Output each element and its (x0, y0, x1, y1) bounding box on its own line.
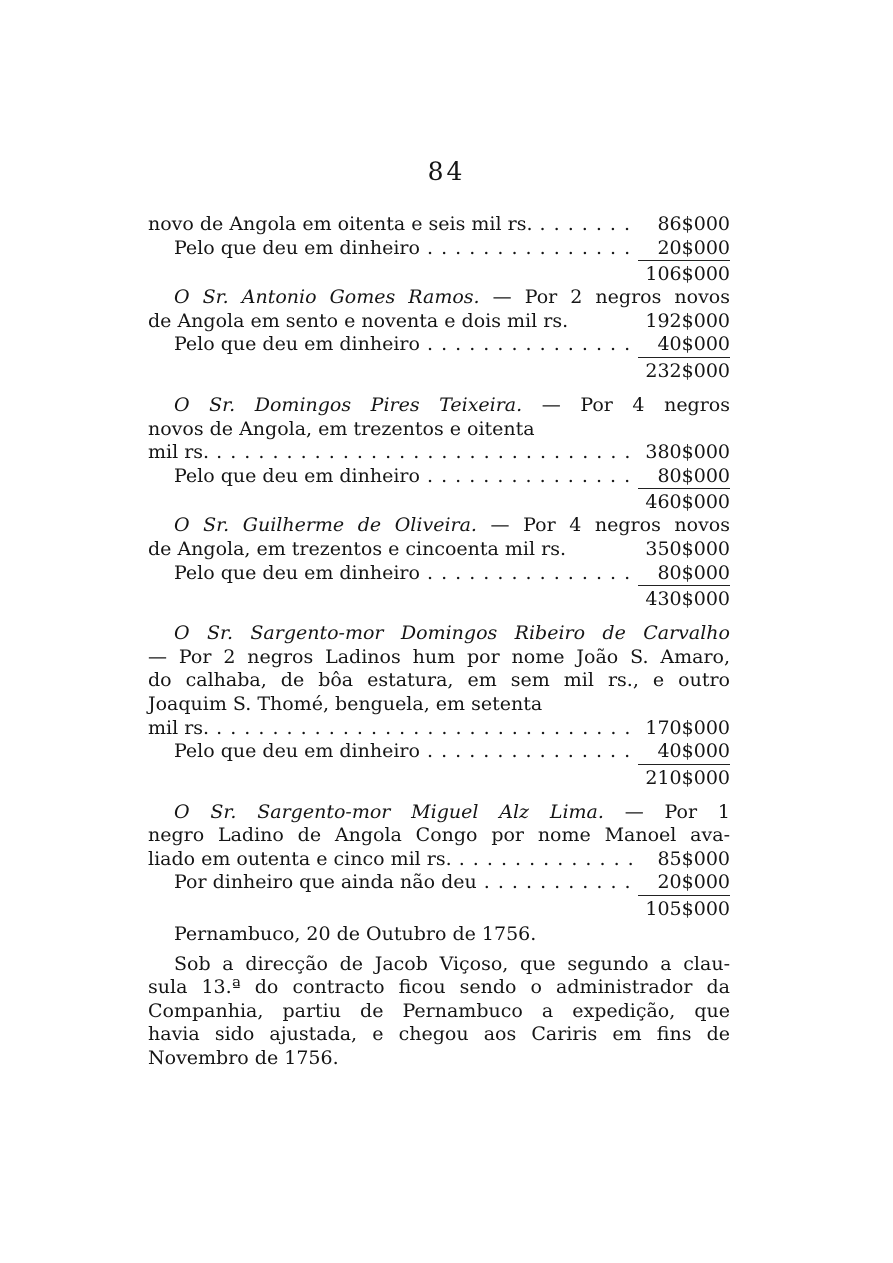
entry-amount: 170$000 (645, 716, 730, 739)
payment-amount: 40$000 (657, 333, 730, 356)
entry-line: de Angola em sento e noventa e dois mil rs. (148, 309, 569, 332)
entry-amount: 380$000 (645, 441, 730, 464)
entry-line: liado em outenta e cinco mil rs. . . . (148, 848, 634, 872)
payment-label: Pelo que deu em dinheiro . . . (148, 740, 634, 764)
entry-line: — Por 4 negros (541, 393, 730, 416)
entry-line: Joaquim S. Thomé, benguela, em setenta (148, 692, 543, 715)
entry-line: novo de Angola em oitenta e seis mil rs. . . . (148, 213, 634, 237)
payment-amount: 80$000 (657, 464, 730, 487)
entry-total: 232$000 (638, 357, 730, 383)
entry-name: O Sr. Guilherme de Oliveira. (174, 514, 477, 537)
ledger-entry (148, 286, 730, 383)
entry-line: — Por 1 (624, 800, 730, 823)
paragraph-line: Sob a direcção de Jacob Viçoso, que segundo a clau- (174, 952, 730, 975)
entry-heading-line (148, 394, 730, 418)
payment-label: Pelo que deu em dinheiro . . . (148, 333, 634, 357)
closing-paragraph (148, 953, 730, 1071)
entry-line: — Por 2 negros novos (492, 286, 730, 309)
entry-amount: 85$000 (657, 847, 730, 870)
entry-line: mil rs. . . . (148, 717, 634, 741)
payment-label: Pelo que deu em dinheiro . . . (148, 465, 634, 489)
ledger-entry (148, 213, 730, 286)
entry-name: O Sr. Sargento-mor Miguel Alz Lima. (174, 800, 604, 823)
payment-label: Por dinheiro que ainda não deu . . . (148, 871, 634, 895)
ledger-entry (148, 514, 730, 611)
page-number: 84 (427, 157, 466, 186)
entry-line: — Por 2 negros Ladinos hum por nome João S. Amaro, (148, 645, 730, 668)
date-line: Pernambuco, 20 de Outubro de 1756. (174, 923, 537, 946)
payment-label: Pelo que deu em dinheiro . . . (148, 562, 634, 586)
entry-heading-line (148, 514, 730, 538)
entry-name: O Sr. Domingos Pires Teixeira. (174, 393, 523, 416)
entry-amount: 86$000 (657, 213, 730, 235)
paragraph-line: sula 13.ª do contracto ficou sendo o administrador da (148, 976, 730, 999)
entry-amount: 350$000 (645, 537, 730, 560)
entry-total: 105$000 (638, 895, 730, 921)
entry-heading-line (148, 286, 730, 310)
entry-amount: 192$000 (645, 309, 730, 332)
entry-name: O Sr. Antonio Gomes Ramos. (174, 286, 480, 309)
entry-heading-line (148, 801, 730, 825)
entry-heading-line (148, 622, 730, 646)
entry-line: negro Ladino de Angola Congo por nome Manoel ava- (148, 824, 730, 847)
ledger-entry (148, 394, 730, 514)
page-body (148, 213, 730, 1071)
entry-total: 106$000 (638, 260, 730, 286)
entry-line: mil rs. . . . (148, 441, 634, 465)
entry-total: 210$000 (638, 764, 730, 790)
paragraph-line: havia sido ajustada, e chegou aos Cariris em fins de (148, 1023, 730, 1046)
entry-line: — Por 4 negros novos (490, 514, 730, 537)
payment-amount: 20$000 (657, 236, 730, 259)
payment-label: Pelo que deu em dinheiro . . . (148, 237, 634, 261)
entry-total: 430$000 (638, 585, 730, 611)
entry-total: 460$000 (638, 488, 730, 514)
payment-amount: 20$000 (657, 871, 730, 894)
payment-amount: 40$000 (657, 740, 730, 763)
paragraph-line: Companhia, partiu de Pernambuco a expedição, que (148, 999, 730, 1022)
ledger-entry (148, 622, 730, 790)
ledger-entry (148, 801, 730, 921)
entry-line: do calhaba, de bôa estatura, em sem mil rs., e outro (148, 669, 730, 692)
entry-name: O Sr. Sargento-mor Domingos Ribeiro de Carvalho (174, 622, 730, 645)
entry-line: de Angola, em trezentos e cincoenta mil rs. (148, 537, 566, 560)
paragraph-line: Novembro de 1756. (148, 1047, 339, 1070)
payment-amount: 80$000 (657, 561, 730, 584)
entry-line: novos de Angola, em trezentos e oitenta (148, 417, 535, 440)
